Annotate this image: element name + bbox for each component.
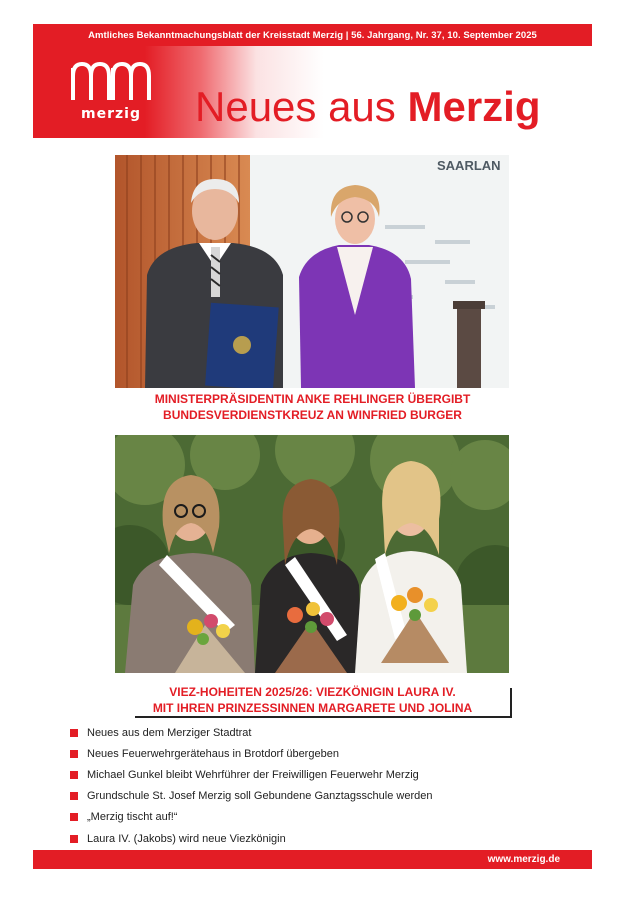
second-caption-line-2: MIT IHREN PRINZESSINNEN MARGARETE UND JOLINA <box>152 701 473 715</box>
square-bullet-icon <box>70 771 78 779</box>
header-subtitle-bar <box>33 24 592 46</box>
logo-wordmark: merzig <box>81 106 141 122</box>
toc-item[interactable] <box>70 786 432 807</box>
toc-item[interactable] <box>70 828 432 849</box>
caption-rule-horizontal <box>135 716 512 718</box>
square-bullet-icon <box>70 750 78 758</box>
toc-item-label: Neues Feuerwehrgerätehaus in Brotdorf übergeben <box>87 747 339 760</box>
toc-item-label: Grundschule St. Josef Merzig soll Gebundene Ganztagsschule werden <box>87 790 433 803</box>
title-part-1: Neues aus <box>195 83 396 130</box>
masthead <box>33 46 592 138</box>
table-of-contents <box>70 722 432 849</box>
footer-bar <box>33 850 592 869</box>
footer-url-link[interactable]: www.merzig.de <box>487 854 560 865</box>
title-part-2: Merzig <box>407 83 541 130</box>
backdrop-sign: SAARLAN <box>437 158 501 173</box>
toc-item[interactable] <box>70 743 432 764</box>
square-bullet-icon <box>70 835 78 843</box>
toc-item-label: Michael Gunkel bleibt Wehrführer der Freiwilligen Feuerwehr Merzig <box>87 768 419 781</box>
lead-photo[interactable] <box>115 155 509 388</box>
lead-photo-image <box>115 155 509 388</box>
merzig-logo[interactable] <box>33 46 193 138</box>
toc-item-label: Neues aus dem Merziger Stadtrat <box>87 726 252 739</box>
caption-rule-vertical <box>510 688 512 717</box>
second-photo[interactable] <box>115 435 509 673</box>
toc-item[interactable] <box>70 764 432 785</box>
toc-item-label: „Merzig tischt auf!“ <box>87 811 178 824</box>
header-subtitle: Amtliches Bekanntmachungsblatt der Kreisstadt Merzig | 56. Jahrgang, Nr. 37, 10. September 2025 <box>88 29 537 41</box>
page-title <box>195 83 541 130</box>
second-photo-image <box>115 435 509 673</box>
second-caption <box>33 684 592 716</box>
second-caption-line-1: VIEZ-HOHEITEN 2025/26: VIEZKÖNIGIN LAURA IV. <box>169 685 456 699</box>
lead-caption-line-1: MINISTERPRÄSIDENTIN ANKE REHLINGER ÜBERGIBT <box>154 392 471 406</box>
square-bullet-icon <box>70 729 78 737</box>
toc-item-label: Laura IV. (Jakobs) wird neue Viezkönigin <box>87 832 286 845</box>
lead-caption <box>33 391 592 423</box>
toc-item[interactable] <box>70 722 432 743</box>
toc-item[interactable] <box>70 807 432 828</box>
square-bullet-icon <box>70 792 78 800</box>
lead-caption-line-2: BUNDESVERDIENSTKREUZ AN WINFRIED BURGER <box>163 408 462 422</box>
merzig-logo-mark-icon <box>71 58 151 104</box>
square-bullet-icon <box>70 813 78 821</box>
